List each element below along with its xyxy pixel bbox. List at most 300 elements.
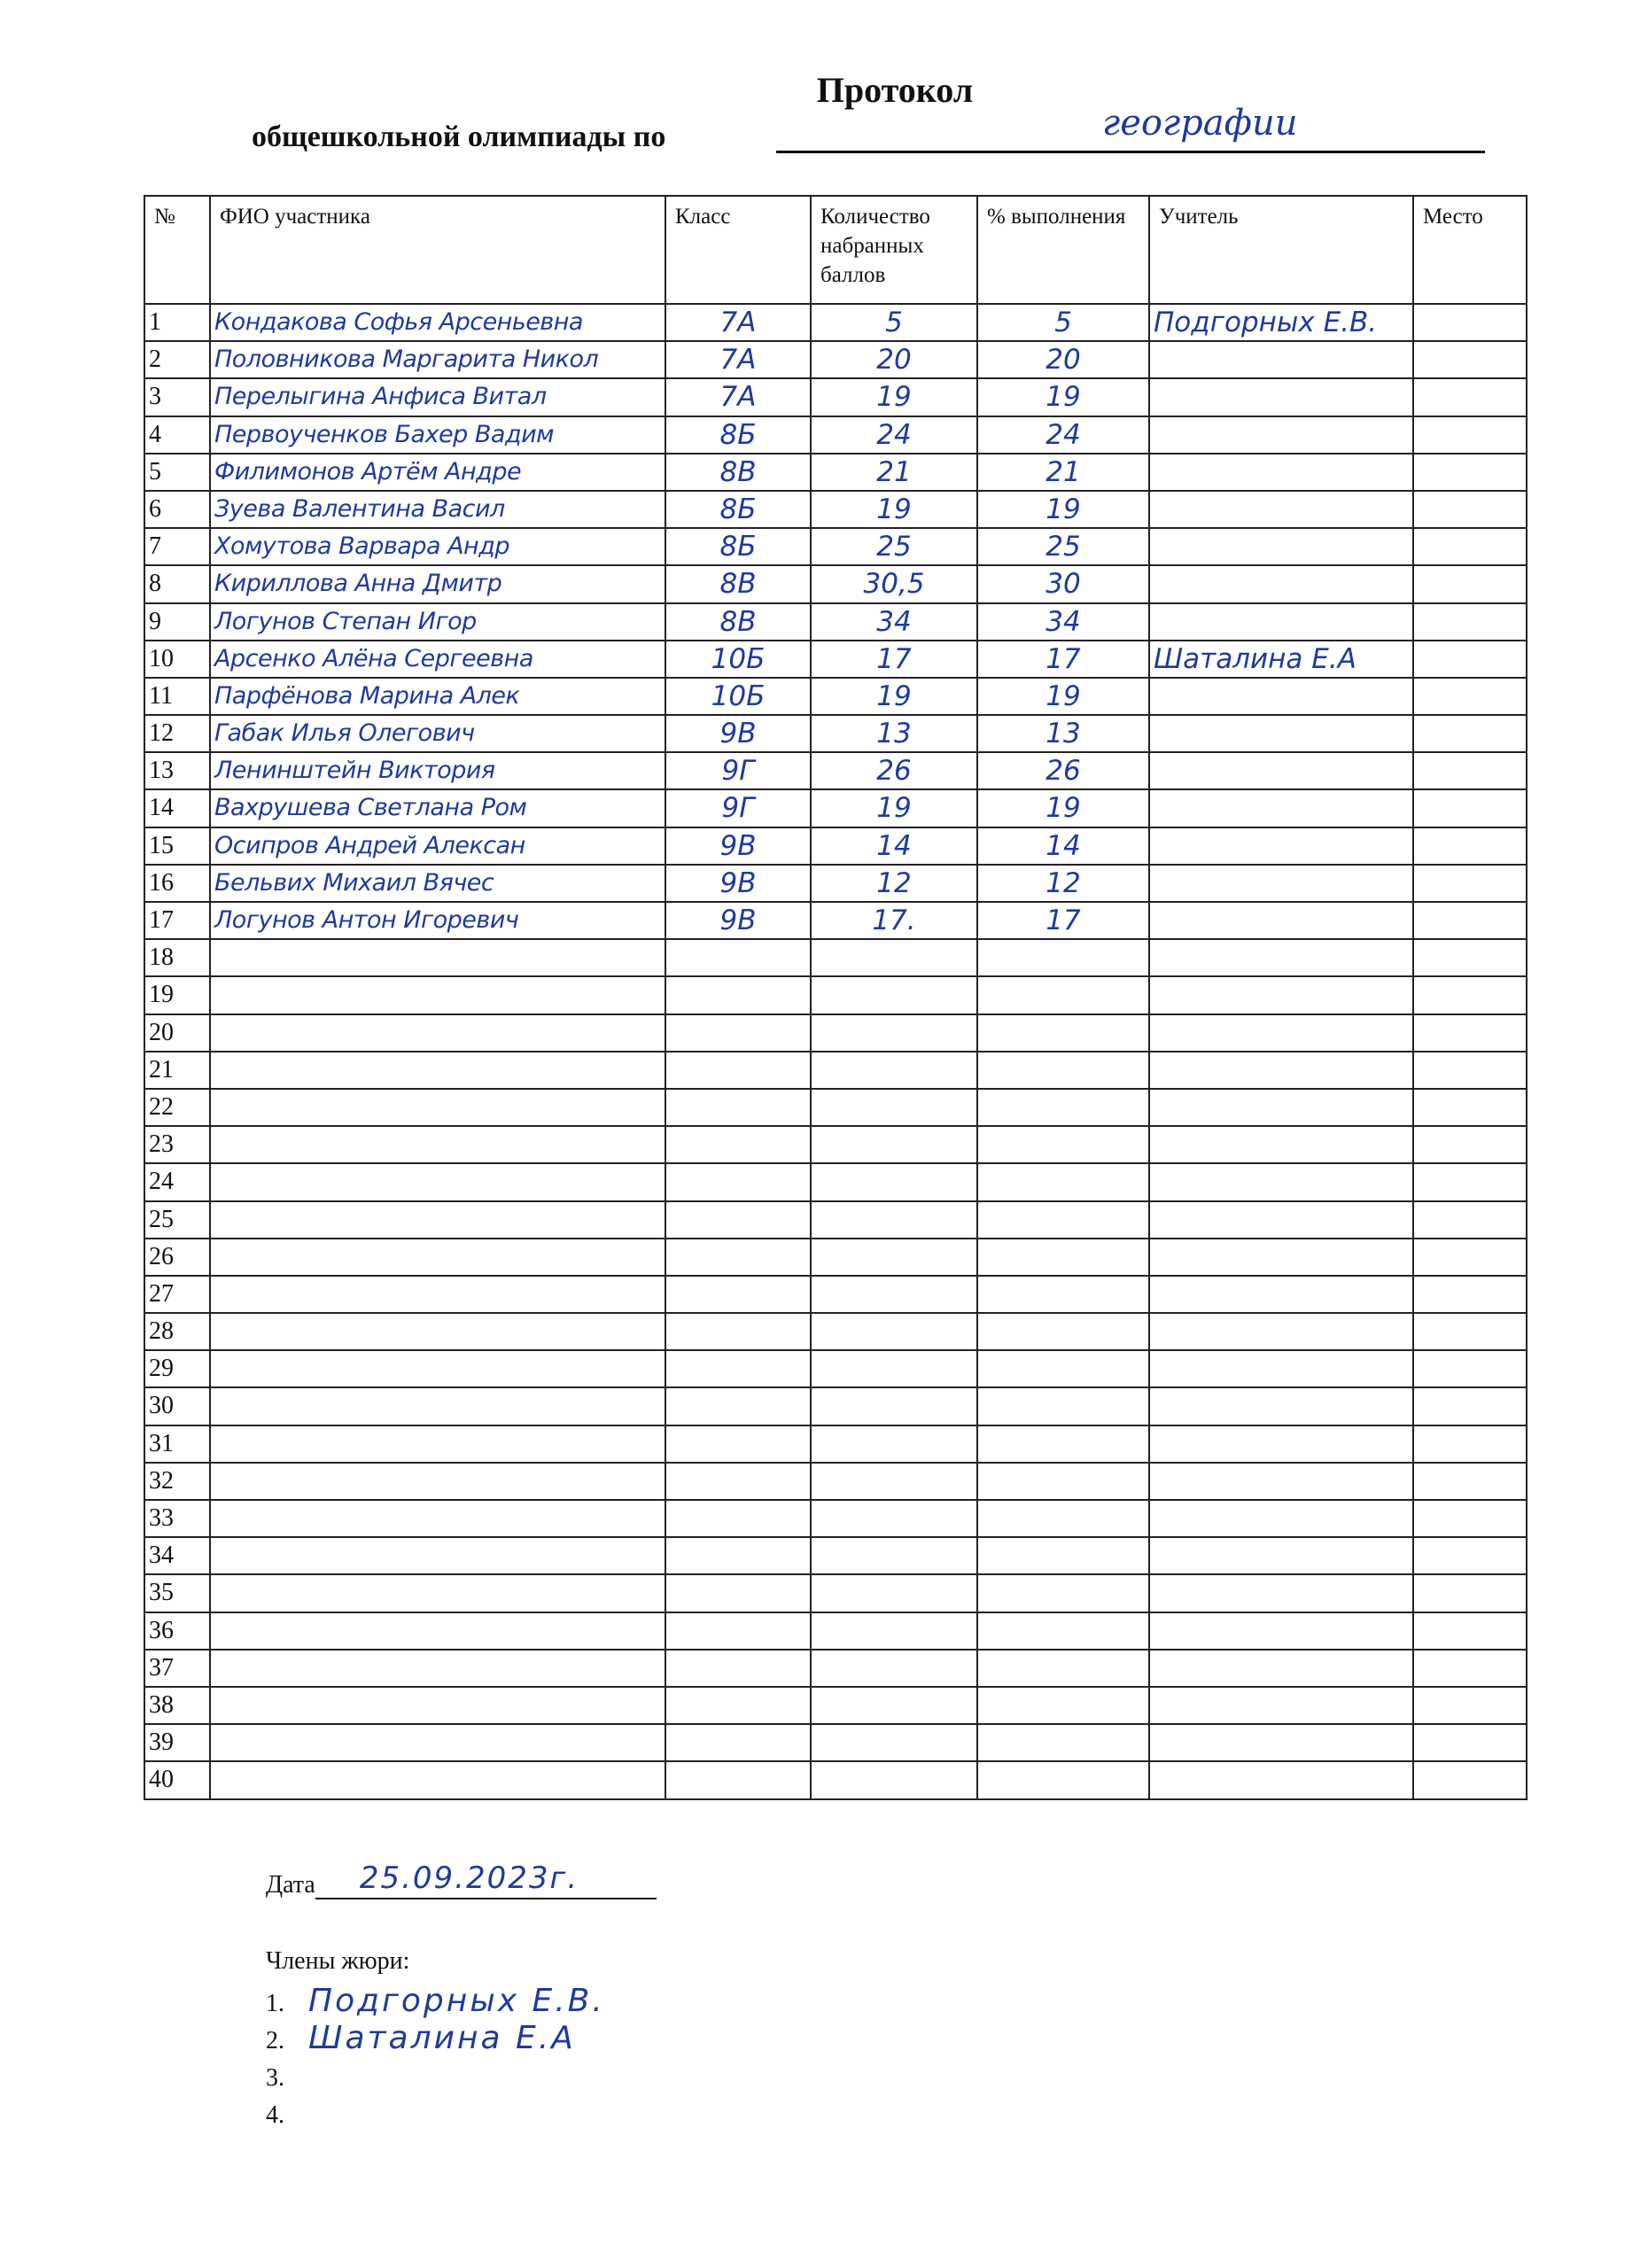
class-value: 7А [665, 378, 811, 416]
jury-member [266, 1983, 605, 2020]
row-number: 38 [144, 1687, 210, 1724]
teacher-name [1149, 865, 1413, 902]
row-number: 22 [144, 1089, 210, 1126]
row-number: 27 [144, 1276, 210, 1313]
participant-name: Парфёнова Марина Алек [210, 678, 665, 715]
table-row [144, 416, 1527, 454]
participant-name: Ленинштейн Виктория [210, 752, 665, 789]
teacher-name [1149, 1537, 1413, 1574]
header-name: ФИО участника [210, 196, 665, 304]
class-value [665, 1201, 811, 1239]
percent-value [977, 1350, 1149, 1387]
row-number: 17 [144, 902, 210, 939]
score-value [811, 1650, 977, 1687]
score-value [811, 1089, 977, 1126]
teacher-name: Шаталина Е.А [1149, 641, 1413, 678]
jury-member-name: Шаталина Е.А [308, 2020, 576, 2056]
teacher-name [1149, 1126, 1413, 1163]
row-number: 21 [144, 1052, 210, 1089]
participant-name [210, 1163, 665, 1200]
participant-name [210, 1724, 665, 1761]
percent-value: 21 [977, 454, 1149, 491]
percent-value [977, 1239, 1149, 1276]
participant-name: Габак Илья Олегович [210, 715, 665, 752]
participant-name [210, 1387, 665, 1425]
table-row [144, 378, 1527, 416]
table-row [144, 565, 1527, 602]
percent-value [977, 1574, 1149, 1612]
teacher-name [1149, 1500, 1413, 1537]
score-value: 20 [811, 341, 977, 378]
percent-value: 19 [977, 491, 1149, 528]
table-row [144, 1463, 1527, 1500]
place-value [1413, 1089, 1527, 1126]
jury-member-number: 3. [266, 2064, 284, 2092]
place-value [1413, 491, 1527, 528]
row-number: 20 [144, 1014, 210, 1052]
class-value: 8Б [665, 416, 811, 454]
header-score: Количество набранных баллов [811, 196, 977, 304]
class-value: 7А [665, 341, 811, 378]
class-value: 8Б [665, 491, 811, 528]
class-value [665, 1052, 811, 1089]
class-value: 9В [665, 865, 811, 902]
participant-name: Вахрушева Светлана Ром [210, 789, 665, 827]
date-block [266, 1860, 657, 1899]
row-number: 26 [144, 1239, 210, 1276]
score-value [811, 1537, 977, 1574]
class-value [665, 1687, 811, 1724]
participant-name: Первоученков Бахер Вадим [210, 416, 665, 454]
table-row [144, 865, 1527, 902]
place-value [1413, 1537, 1527, 1574]
percent-value [977, 1425, 1149, 1463]
place-value [1413, 789, 1527, 827]
teacher-name [1149, 1239, 1413, 1276]
percent-value [977, 1500, 1149, 1537]
header-place: Место [1413, 196, 1527, 304]
place-value [1413, 827, 1527, 865]
participant-name: Кириллова Анна Дмитр [210, 565, 665, 602]
row-number: 12 [144, 715, 210, 752]
score-value: 14 [811, 827, 977, 865]
table-body [144, 304, 1527, 1799]
class-value [665, 1724, 811, 1761]
place-value [1413, 641, 1527, 678]
row-number: 25 [144, 1201, 210, 1239]
score-value [811, 1761, 977, 1798]
class-value [665, 1239, 811, 1276]
header-teacher: Учитель [1149, 196, 1413, 304]
row-number: 5 [144, 454, 210, 491]
percent-value [977, 939, 1149, 976]
class-value: 9В [665, 715, 811, 752]
place-value [1413, 1612, 1527, 1650]
subject-value: географии [1102, 103, 1298, 144]
row-number: 39 [144, 1724, 210, 1761]
jury-list [266, 1983, 605, 2132]
percent-value: 17 [977, 641, 1149, 678]
percent-value [977, 1612, 1149, 1650]
score-value: 25 [811, 528, 977, 565]
percent-value [977, 1276, 1149, 1313]
score-value: 12 [811, 865, 977, 902]
percent-value: 19 [977, 789, 1149, 827]
class-value [665, 1313, 811, 1350]
table-row [144, 1014, 1527, 1052]
table-row [144, 1276, 1527, 1313]
score-value [811, 1163, 977, 1200]
participant-name [210, 1350, 665, 1387]
place-value [1413, 1163, 1527, 1200]
participant-name: Хомутова Варвара Андр [210, 528, 665, 565]
score-value [811, 1014, 977, 1052]
table-row [144, 752, 1527, 789]
row-number: 9 [144, 603, 210, 641]
place-value [1413, 1463, 1527, 1500]
place-value [1413, 416, 1527, 454]
class-value: 7А [665, 304, 811, 341]
teacher-name [1149, 752, 1413, 789]
percent-value [977, 1163, 1149, 1200]
percent-value [977, 976, 1149, 1014]
table-row [144, 1537, 1527, 1574]
score-value [811, 939, 977, 976]
percent-value: 13 [977, 715, 1149, 752]
participant-name [210, 1463, 665, 1500]
percent-value: 25 [977, 528, 1149, 565]
place-value [1413, 1239, 1527, 1276]
table-header-row [144, 196, 1527, 304]
score-value [811, 1574, 977, 1612]
teacher-name [1149, 565, 1413, 602]
participant-name [210, 1126, 665, 1163]
place-value [1413, 1650, 1527, 1687]
score-value [811, 1687, 977, 1724]
place-value [1413, 1724, 1527, 1761]
percent-value [977, 1126, 1149, 1163]
table-row [144, 1126, 1527, 1163]
teacher-name [1149, 715, 1413, 752]
header-percent: % выполнения [977, 196, 1149, 304]
table-row [144, 715, 1527, 752]
score-value [811, 1463, 977, 1500]
participant-name: Арсенко Алёна Сергеевна [210, 641, 665, 678]
class-value [665, 1126, 811, 1163]
teacher-name: Подгорных Е.В. [1149, 304, 1413, 341]
row-number: 24 [144, 1163, 210, 1200]
row-number: 36 [144, 1612, 210, 1650]
participant-name [210, 1052, 665, 1089]
protocol-title: Протокол [816, 70, 974, 110]
place-value [1413, 1687, 1527, 1724]
subject-underline [776, 151, 1485, 153]
class-value [665, 1163, 811, 1200]
score-value [811, 1425, 977, 1463]
score-value: 26 [811, 752, 977, 789]
class-value [665, 1089, 811, 1126]
score-value: 19 [811, 491, 977, 528]
participant-name: Филимонов Артём Андре [210, 454, 665, 491]
place-value [1413, 304, 1527, 341]
jury-member [266, 2020, 605, 2057]
row-number: 10 [144, 641, 210, 678]
place-value [1413, 1500, 1527, 1537]
participant-name [210, 1425, 665, 1463]
teacher-name [1149, 902, 1413, 939]
score-value [811, 1350, 977, 1387]
place-value [1413, 715, 1527, 752]
row-number: 11 [144, 678, 210, 715]
table-row [144, 827, 1527, 865]
participant-name [210, 1239, 665, 1276]
class-value [665, 1387, 811, 1425]
class-value [665, 1650, 811, 1687]
teacher-name [1149, 1425, 1413, 1463]
percent-value [977, 1724, 1149, 1761]
place-value [1413, 1574, 1527, 1612]
place-value [1413, 1313, 1527, 1350]
place-value [1413, 1425, 1527, 1463]
table-row [144, 528, 1527, 565]
percent-value: 12 [977, 865, 1149, 902]
percent-value [977, 1537, 1149, 1574]
row-number: 40 [144, 1761, 210, 1798]
date-value: 25.09.2023г. [359, 1860, 579, 1896]
teacher-name [1149, 678, 1413, 715]
table-row [144, 976, 1527, 1014]
participant-name [210, 1574, 665, 1612]
jury-member [266, 2057, 605, 2094]
class-value: 8В [665, 454, 811, 491]
header-class: Класс [665, 196, 811, 304]
row-number: 29 [144, 1350, 210, 1387]
place-value [1413, 865, 1527, 902]
participant-name: Зуева Валентина Васил [210, 491, 665, 528]
percent-value: 19 [977, 378, 1149, 416]
row-number: 32 [144, 1463, 210, 1500]
table-row [144, 678, 1527, 715]
teacher-name [1149, 939, 1413, 976]
teacher-name [1149, 1089, 1413, 1126]
subtitle-row [252, 103, 1492, 159]
jury-member-number: 1. [266, 1990, 284, 2017]
table-row [144, 939, 1527, 976]
score-value: 17. [811, 902, 977, 939]
jury-member-name: Подгорных Е.В. [308, 1983, 605, 2019]
table-row [144, 902, 1527, 939]
teacher-name [1149, 1276, 1413, 1313]
place-value [1413, 603, 1527, 641]
class-value: 10Б [665, 641, 811, 678]
class-value [665, 1574, 811, 1612]
score-value [811, 1276, 977, 1313]
percent-value [977, 1313, 1149, 1350]
score-value: 24 [811, 416, 977, 454]
jury-member [266, 2094, 605, 2132]
jury-label: Члены жюри: [266, 1947, 410, 1975]
place-value [1413, 1761, 1527, 1798]
teacher-name [1149, 416, 1413, 454]
table-row [144, 603, 1527, 641]
participant-name [210, 1313, 665, 1350]
score-value [811, 1387, 977, 1425]
teacher-name [1149, 1612, 1413, 1650]
percent-value [977, 1761, 1149, 1798]
teacher-name [1149, 1201, 1413, 1239]
teacher-name [1149, 1163, 1413, 1200]
score-value: 19 [811, 789, 977, 827]
teacher-name [1149, 1052, 1413, 1089]
row-number: 15 [144, 827, 210, 865]
place-value [1413, 902, 1527, 939]
table-row [144, 1387, 1527, 1425]
participant-name [210, 1201, 665, 1239]
table-row [144, 1201, 1527, 1239]
table-row [144, 491, 1527, 528]
place-value [1413, 752, 1527, 789]
percent-value: 17 [977, 902, 1149, 939]
percent-value [977, 1052, 1149, 1089]
teacher-name [1149, 1574, 1413, 1612]
table-row [144, 1687, 1527, 1724]
place-value [1413, 454, 1527, 491]
table-row [144, 1574, 1527, 1612]
row-number: 19 [144, 976, 210, 1014]
table-row [144, 1089, 1527, 1126]
table-row [144, 1052, 1527, 1089]
jury-member-number: 4. [266, 2101, 284, 2129]
participant-name [210, 1650, 665, 1687]
percent-value [977, 1687, 1149, 1724]
score-value: 30,5 [811, 565, 977, 602]
class-value [665, 976, 811, 1014]
participant-name [210, 1500, 665, 1537]
percent-value [977, 1089, 1149, 1126]
score-value: 34 [811, 603, 977, 641]
score-value [811, 1239, 977, 1276]
participant-name [210, 1761, 665, 1798]
score-value: 5 [811, 304, 977, 341]
teacher-name [1149, 603, 1413, 641]
header-number: № [144, 196, 210, 304]
place-value [1413, 678, 1527, 715]
class-value: 8В [665, 565, 811, 602]
score-value [811, 1201, 977, 1239]
participant-name [210, 1014, 665, 1052]
score-value: 19 [811, 678, 977, 715]
place-value [1413, 378, 1527, 416]
class-value [665, 1463, 811, 1500]
table-row [144, 1350, 1527, 1387]
table-row [144, 1612, 1527, 1650]
score-value [811, 1500, 977, 1537]
table-row [144, 1650, 1527, 1687]
percent-value: 5 [977, 304, 1149, 341]
participant-name: Бельвих Михаил Вячес [210, 865, 665, 902]
class-value [665, 939, 811, 976]
score-value [811, 976, 977, 1014]
row-number: 37 [144, 1650, 210, 1687]
table-row [144, 1239, 1527, 1276]
row-number: 14 [144, 789, 210, 827]
percent-value [977, 1014, 1149, 1052]
teacher-name [1149, 341, 1413, 378]
score-value: 19 [811, 378, 977, 416]
class-value [665, 1500, 811, 1537]
row-number: 23 [144, 1126, 210, 1163]
place-value [1413, 1387, 1527, 1425]
score-value [811, 1126, 977, 1163]
row-number: 35 [144, 1574, 210, 1612]
row-number: 7 [144, 528, 210, 565]
teacher-name [1149, 1387, 1413, 1425]
percent-value: 14 [977, 827, 1149, 865]
row-number: 31 [144, 1425, 210, 1463]
participant-name: Половникова Маргарита Никол [210, 341, 665, 378]
table-row [144, 341, 1527, 378]
class-value [665, 1537, 811, 1574]
participant-name [210, 939, 665, 976]
class-value [665, 1276, 811, 1313]
place-value [1413, 341, 1527, 378]
score-value: 17 [811, 641, 977, 678]
participant-name: Перелыгина Анфиса Витал [210, 378, 665, 416]
class-value [665, 1425, 811, 1463]
participant-name [210, 1612, 665, 1650]
place-value [1413, 565, 1527, 602]
percent-value [977, 1463, 1149, 1500]
participant-name: Логунов Степан Игор [210, 603, 665, 641]
class-value: 9В [665, 827, 811, 865]
place-value [1413, 939, 1527, 976]
table-row [144, 454, 1527, 491]
place-value [1413, 528, 1527, 565]
teacher-name [1149, 1350, 1413, 1387]
score-value: 13 [811, 715, 977, 752]
place-value [1413, 1052, 1527, 1089]
teacher-name [1149, 491, 1413, 528]
teacher-name [1149, 1014, 1413, 1052]
jury-block [266, 1947, 605, 2132]
percent-value [977, 1201, 1149, 1239]
score-value [811, 1724, 977, 1761]
teacher-name [1149, 827, 1413, 865]
row-number: 34 [144, 1537, 210, 1574]
teacher-name [1149, 976, 1413, 1014]
teacher-name [1149, 1313, 1413, 1350]
place-value [1413, 1126, 1527, 1163]
class-value [665, 1612, 811, 1650]
score-value [811, 1052, 977, 1089]
teacher-name [1149, 1650, 1413, 1687]
table-row [144, 789, 1527, 827]
participant-name [210, 976, 665, 1014]
class-value: 9Г [665, 752, 811, 789]
row-number: 3 [144, 378, 210, 416]
participant-name: Кондакова Софья Арсеньевна [210, 304, 665, 341]
class-value: 9В [665, 902, 811, 939]
place-value [1413, 1276, 1527, 1313]
class-value: 8В [665, 603, 811, 641]
table-row [144, 1724, 1527, 1761]
class-value [665, 1350, 811, 1387]
table-row [144, 1500, 1527, 1537]
class-value: 10Б [665, 678, 811, 715]
participant-name: Осипров Андрей Алексан [210, 827, 665, 865]
teacher-name [1149, 528, 1413, 565]
date-label: Дата [266, 1871, 315, 1899]
